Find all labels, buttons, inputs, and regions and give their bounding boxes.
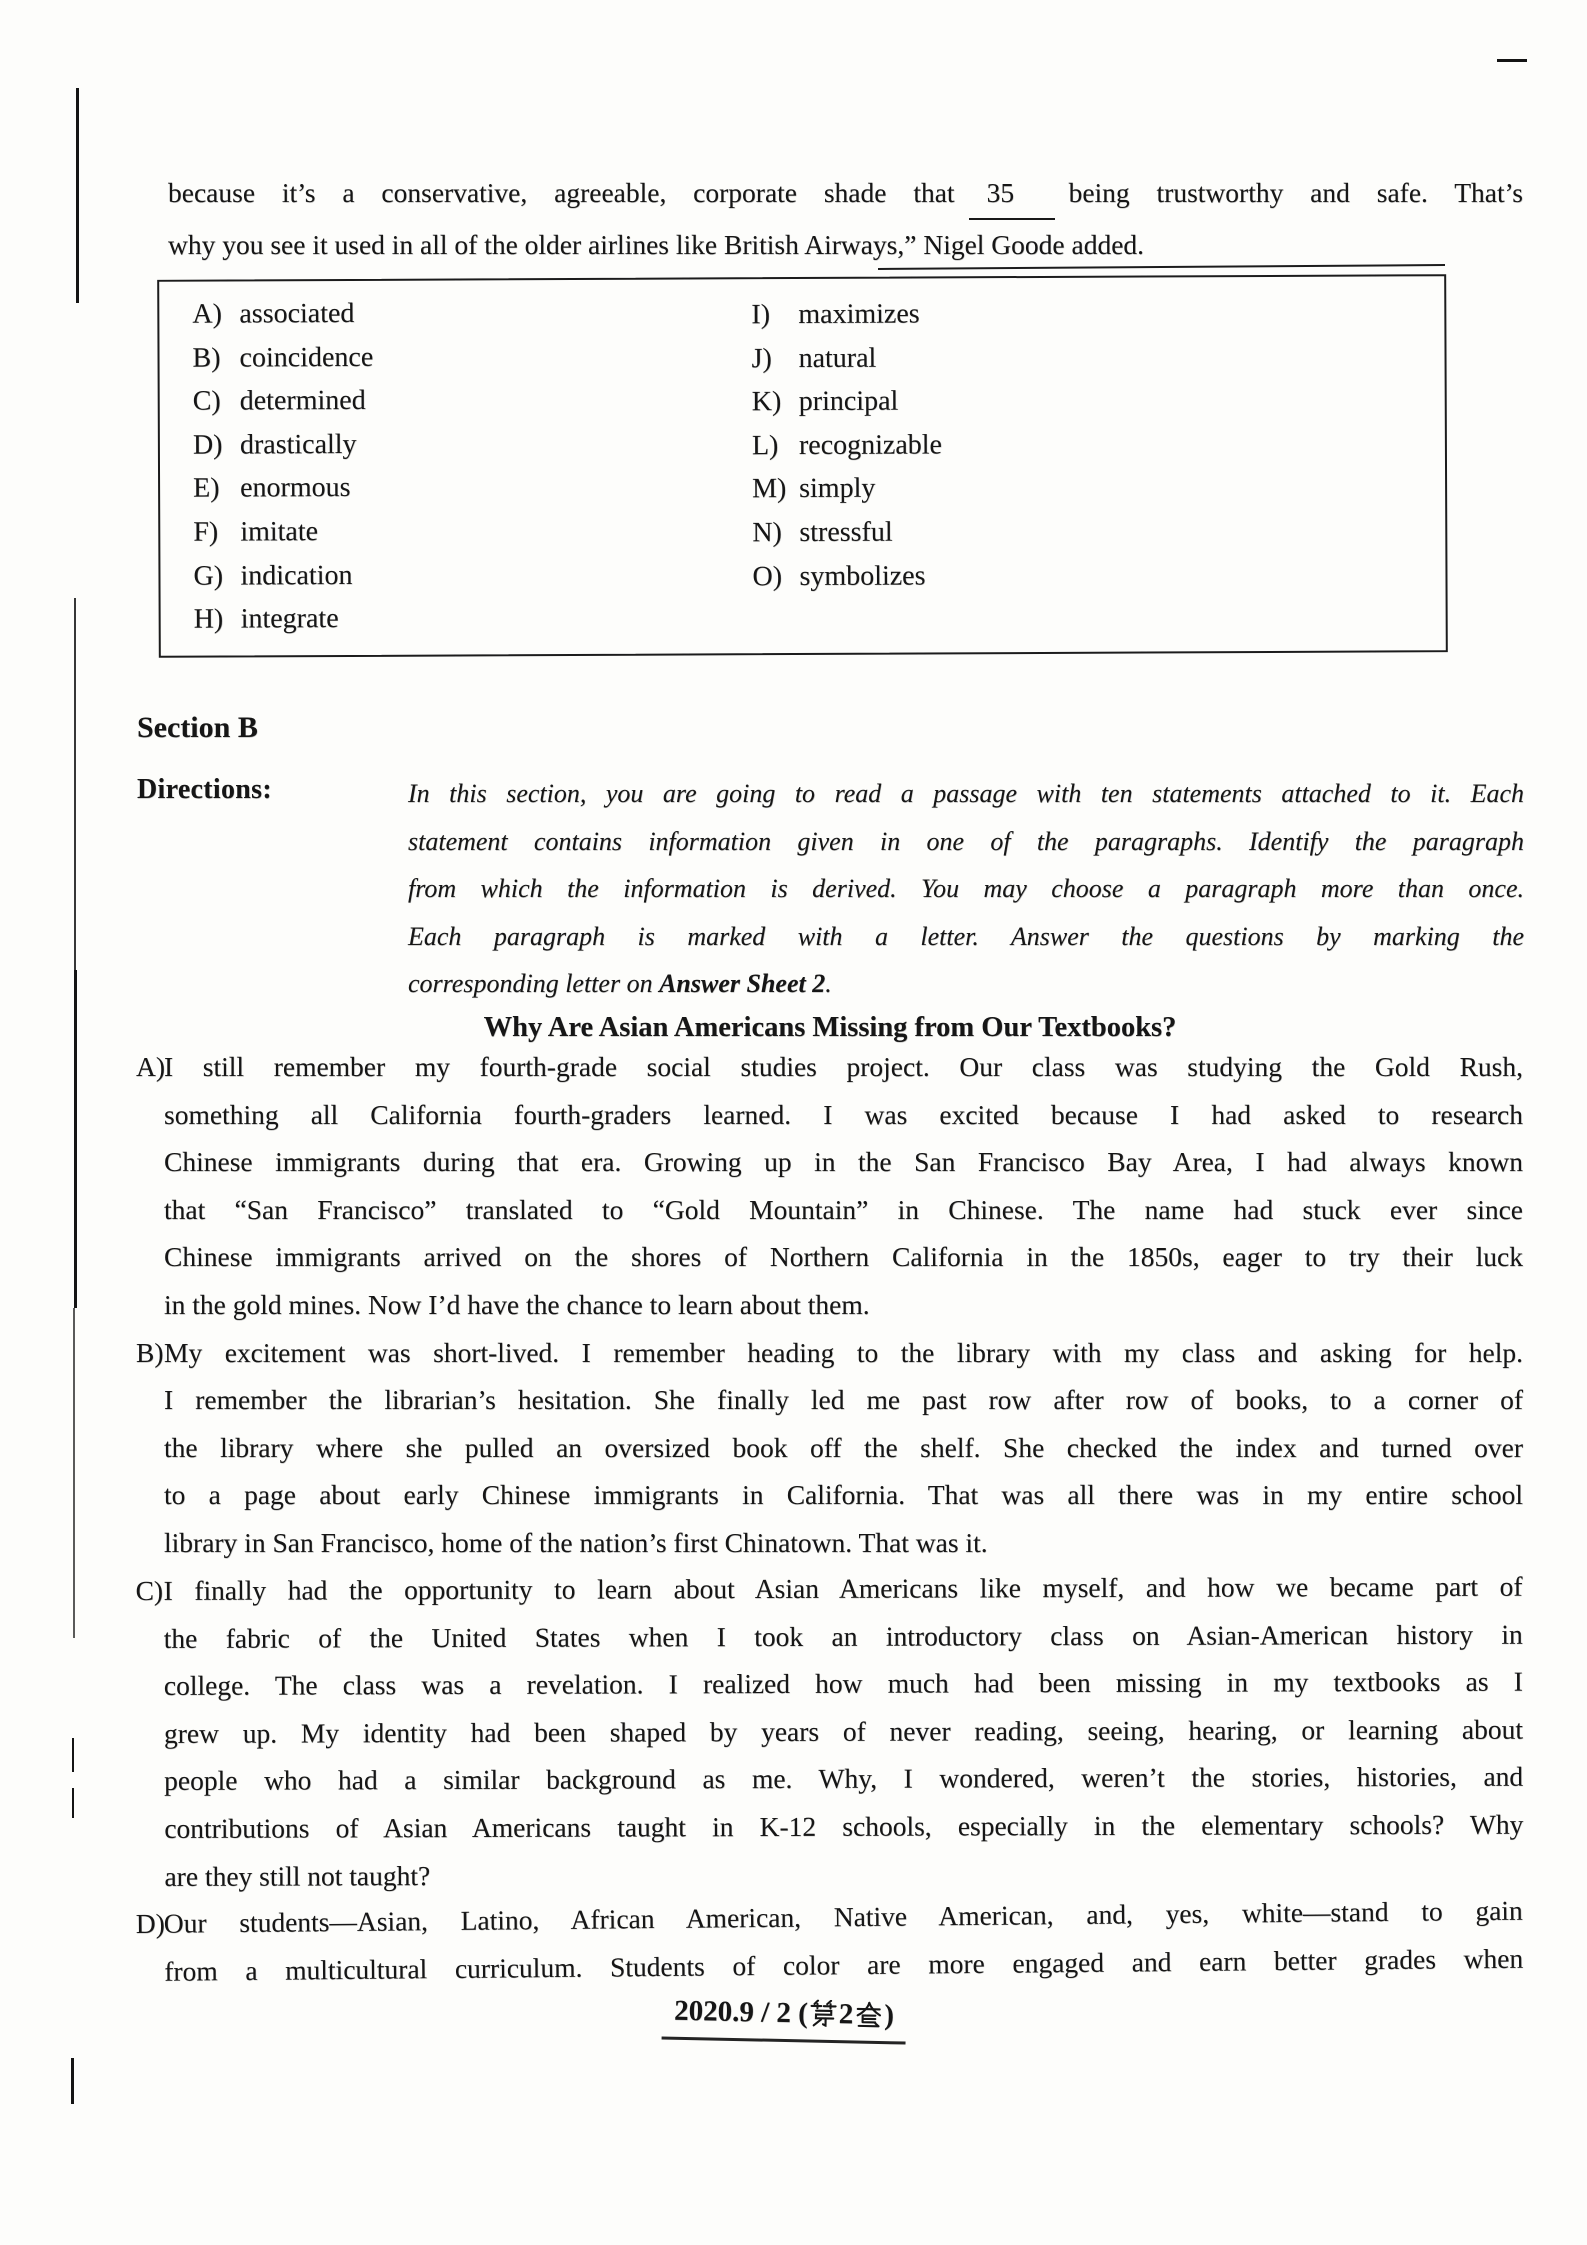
option-letter: C): [192, 385, 221, 417]
word-bank-option-E: [193, 466, 374, 510]
option-word: coincidence: [239, 341, 374, 374]
option-word: integrate: [240, 603, 339, 635]
option-word: determined: [239, 385, 366, 417]
option-word: principal: [798, 385, 899, 418]
option-letter: B): [192, 342, 221, 374]
paragraph-label: D): [135, 1907, 165, 1939]
word-bank-option-D: [193, 423, 374, 467]
scan-dash-artifact: [1497, 59, 1527, 62]
option-word: symbolizes: [799, 560, 926, 592]
directions-label: Directions:: [137, 774, 272, 805]
text-line: In this section, you are going to read a passage with ten statements attached to it. Each: [408, 779, 1524, 808]
option-word: indication: [240, 559, 353, 592]
option-letter: D): [192, 429, 223, 461]
word-bank-option-G: [193, 553, 374, 597]
scan-line-artifact: [72, 1788, 74, 1818]
option-letter: M): [752, 473, 787, 505]
scan-line-artifact: [74, 598, 76, 970]
text-line: from a multicultural curriculum. Students of color are more engaged and earn better grades when: [164, 1941, 1524, 1987]
line-text: corresponding letter on: [408, 969, 660, 998]
text-line: are they still not taught?: [164, 1859, 431, 1892]
word-bank-option-K: [752, 380, 942, 424]
passage-title: Why Are Asian Americans Missing from Our Textbooks?: [483, 1012, 1177, 1043]
option-letter: H): [193, 603, 224, 635]
line-text: being trustworthy and safe. That’s: [1068, 177, 1523, 208]
footer-text: ): [883, 1999, 895, 2032]
option-letter: K): [751, 386, 782, 418]
page-footer: [662, 1994, 907, 2044]
line-text: .: [825, 969, 832, 998]
option-letter: L): [751, 429, 779, 462]
option-letter: I): [751, 299, 771, 331]
paragraph-label: A): [136, 1051, 166, 1082]
text-line: why you see it used in all of the older airlines like British Airways,” Nigel Goode added.: [168, 229, 1145, 260]
text-line: Chinese immigrants arrived on the shores of Northern California in the 1850s, eager to try their luck: [164, 1241, 1523, 1273]
option-letter: O): [752, 560, 783, 592]
text-line: the fabric of the United States when I took an introductory class on Asian-American history in: [163, 1617, 1523, 1654]
footer-text: 2: [838, 1998, 854, 2031]
scan-line-artifact: [72, 1738, 74, 1772]
text-line: contributions of Asian Americans taught in K-12 schools, especially in the elementary schools? Why: [164, 1808, 1524, 1844]
option-word: natural: [798, 342, 877, 374]
text-line: the library where she pulled an oversized book off the shelf. She checked the index and turned over: [164, 1431, 1523, 1463]
word-bank-left-column: [192, 292, 374, 642]
scan-line-artifact: [76, 88, 79, 303]
word-bank-option-L: [752, 423, 942, 467]
continuation-paragraph: [168, 168, 1523, 269]
text-line: I remember the librarian’s hesitation. She finally led me past row after row of books, to a corner of: [164, 1384, 1523, 1416]
text-line: Chinese immigrants during that era. Growing up in the San Francisco Bay Area, I had always known: [164, 1146, 1523, 1178]
option-word: maximizes: [798, 298, 920, 331]
option-word: enormous: [240, 472, 351, 504]
text-line: that “San Francisco” translated to “Gold Mountain” in Chinese. The name had stuck ever since: [164, 1193, 1523, 1225]
word-bank-option-H: [194, 597, 375, 641]
paragraph-A: [137, 1043, 1523, 1329]
paragraph-C: [136, 1562, 1523, 1900]
option-letter: J): [751, 342, 772, 374]
scan-line-artifact: [73, 1308, 75, 1638]
text-line: Each paragraph is marked with a letter. Answer the questions by marking the: [408, 921, 1524, 951]
word-bank-option-N: [752, 510, 942, 554]
text-line: from which the information is derived. You may choose a paragraph more than once.: [408, 874, 1524, 903]
text-line: Our students—Asian, Latino, African American, Native American, and, yes, white—stand to gain: [163, 1894, 1523, 1939]
word-bank-option-I: [751, 292, 941, 336]
word-bank-option-O: [752, 554, 942, 598]
text-line: statement contains information given in one of the paragraphs. Identify the paragraph: [408, 826, 1524, 856]
word-bank-option-J: [751, 336, 941, 380]
option-word: drastically: [239, 428, 357, 461]
answer-sheet-ref: Answer Sheet 2: [659, 969, 826, 998]
text-line: [408, 960, 1524, 1008]
paragraph-D: [137, 1886, 1524, 1994]
option-letter: E): [193, 472, 220, 505]
text-line: to a page about early Chinese immigrants in California. That was all there was in my entire school: [164, 1479, 1523, 1511]
word-bank-option-A: [192, 292, 373, 336]
text-line: college. The class was a revelation. I realized how much had been missing in my textbooks as I: [163, 1665, 1523, 1701]
text-line: I still remember my fourth-grade social studies project. Our class was studying the Gold Rush,: [164, 1051, 1523, 1082]
text-line: grew up. My identity had been shaped by years of never reading, seeing, hearing, or learning about: [163, 1712, 1524, 1749]
paragraph-label: B): [136, 1336, 164, 1368]
word-bank-option-M: [752, 467, 942, 511]
option-word: recognizable: [798, 429, 943, 461]
option-word: associated: [239, 297, 355, 330]
scan-line-artifact: [71, 2058, 74, 2104]
text-line: [168, 168, 1523, 220]
cjk-char-tao-icon: [855, 2000, 883, 2028]
text-line: in the gold mines. Now I’d have the chance to learn about them.: [164, 1288, 870, 1320]
word-bank-option-B: [192, 335, 373, 379]
text-line: library in San Francisco, home of the nation’s first Chinatown. That was it.: [164, 1526, 988, 1558]
line-text: because it’s a conservative, agreeable, corporate shade that: [168, 177, 955, 208]
option-word: stressful: [799, 516, 893, 548]
option-letter: F): [193, 516, 219, 548]
blank-35: 35: [969, 168, 1055, 220]
cjk-char-di-icon: [810, 2000, 838, 2028]
word-bank-option-F: [193, 510, 374, 554]
option-letter: A): [192, 298, 222, 330]
option-word: simply: [799, 473, 876, 505]
paragraph-label: C): [135, 1574, 164, 1606]
text-line: I finally had the opportunity to learn about Asian Americans like myself, and how we became part of: [163, 1570, 1523, 1606]
scan-line-artifact: [74, 970, 77, 1308]
directions-text: [408, 770, 1524, 1008]
option-word: imitate: [240, 516, 319, 548]
text-line: something all California fourth-graders learned. I was excited because I had asked to research: [164, 1098, 1523, 1130]
passage-body: [137, 1043, 1523, 1995]
word-bank-box: [157, 274, 1448, 658]
word-bank-option-C: [193, 379, 374, 423]
option-letter: N): [752, 517, 782, 549]
word-bank-right-column: [751, 292, 942, 598]
option-letter: G): [193, 560, 224, 592]
paragraph-B: [137, 1329, 1523, 1567]
section-b-heading: Section B: [137, 711, 258, 744]
text-line: My excitement was short-lived. I remember heading to the library with my class and asking for help.: [164, 1336, 1523, 1368]
text-line: people who had a similar background as me. Why, I wondered, weren’t the stories, histories, and: [164, 1760, 1524, 1796]
footer-text: 2020.9 / 2 (: [673, 1994, 809, 2030]
